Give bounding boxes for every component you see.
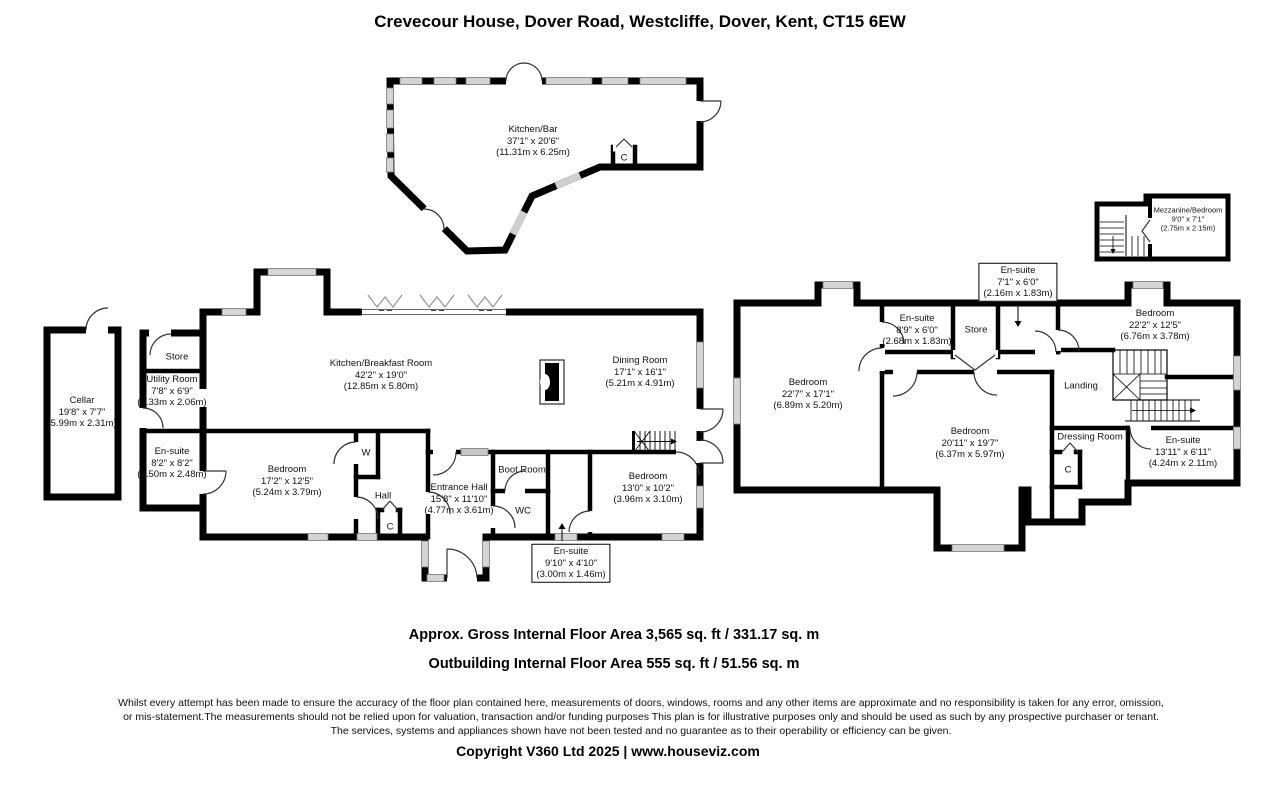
room-label-bedroom-13: Bedroom 13'0" x 10'2" (3.96m x 3.10m)	[613, 470, 683, 505]
room-label-dining: Dining Room 17'1" x 16'1" (5.21m x 4.91m)	[605, 354, 675, 389]
windows-diagonal	[513, 176, 580, 235]
room-label-ensuite-ground: En-suite 9'10" x 4'10" (3.00m x 1.46m)	[531, 544, 610, 583]
copyright-text: Copyright V360 Ltd 2025 | www.houseviz.com	[456, 743, 760, 759]
room-label-kitchen-breakfast: Kitchen/Breakfast Room 42'2" x 19'0" (12.85m x 5.80m)	[329, 357, 433, 392]
fireplace	[540, 360, 564, 404]
room-label-utility: Utility Room 7'8" x 6'9" (2.33m x 2.06m)	[137, 373, 207, 408]
gross-floor-area-text: Approx. Gross Internal Floor Area 3,565 sq. ft / 331.17 sq. m	[408, 627, 820, 643]
property-address-title: Crevecour House, Dover Road, Westcliffe, Dover, Kent, CT15 6EW	[374, 12, 906, 31]
disclaimer-line-1: Whilst every attempt has been made to ensure the accuracy of the floor plan contained here, measurements of doors, windows, rooms and any other items are approximate and no responsibility is taken for any error, omission,	[118, 697, 1164, 709]
room-label-ensuite-west: En-suite 8'2" x 8'2" (2.50m x 2.48m)	[137, 445, 207, 480]
windows	[222, 78, 1241, 582]
room-label-boot-room: Boot Room	[498, 464, 546, 476]
room-label-ensuite-89: En-suite 8'9" x 6'0" (2.68m x 1.83m)	[882, 312, 952, 347]
closet-label-hall: C	[386, 521, 394, 533]
room-label-entrance-hall: Entrance Hall 15'8" x 11'10" (4.77m x 3.61m)	[424, 481, 494, 516]
room-label-wc: WC	[515, 505, 531, 517]
closet-label-kitchen: C	[620, 152, 628, 164]
disclaimer-line-3: The services, systems and appliances shown have not been tested and no guarantee as to their operability or efficiency can be given.	[330, 725, 952, 737]
room-label-ensuite-71: En-suite 7'1" x 6'0" (2.16m x 1.83m)	[978, 263, 1057, 302]
room-label-landing: Landing	[1064, 380, 1098, 392]
room-label-store-ground: Store	[165, 351, 189, 363]
room-label-mezzanine: Mezzanine/Bedroom 9'0" x 7'1" (2.75m x 2.15m)	[1153, 205, 1223, 233]
outbuilding-floor-area-text: Outbuilding Internal Floor Area 555 sq. ft / 51.56 sq. m	[428, 656, 800, 672]
room-label-dressing-room: Dressing Room	[1057, 431, 1123, 443]
room-label-bedroom-227: Bedroom 22'7" x 17'1" (6.89m x 5.20m)	[773, 376, 843, 411]
closet-label-dressing: C	[1064, 464, 1072, 476]
disclaimer-line-2: or mis-statement.The measurements should not be relied upon for valuation, transaction and/or funding purposes This plan is for illustrative purposes only and should be used as such by any prospective purchaser or tenant.	[123, 711, 1159, 723]
room-label-store-first: Store	[964, 324, 988, 336]
room-label-cellar: Cellar 19'8" x 7'7" (5.99m x 2.31m)	[47, 394, 117, 429]
room-label-kitchen-bar: Kitchen/Bar 37'1" x 20'6" (11.31m x 6.25m)	[496, 123, 570, 158]
stairs-first-floor	[1113, 350, 1200, 421]
room-label-bedroom-17: Bedroom 17'2" x 12'5" (5.24m x 3.79m)	[252, 463, 322, 498]
closet-label-wardrobe: W	[361, 447, 371, 459]
stairs-main-house	[634, 431, 678, 452]
room-label-hall: Hall	[374, 490, 392, 502]
room-label-ensuite-1311: En-suite 13'11" x 6'11" (4.24m x 2.11m)	[1148, 434, 1218, 469]
stairs-mezzanine	[1100, 215, 1144, 256]
room-label-bedroom-2011: Bedroom 20'11" x 19'7" (6.37m x 5.97m)	[935, 425, 1005, 460]
room-label-bedroom-222: Bedroom 22'2" x 12'5" (6.76m x 3.78m)	[1120, 307, 1190, 342]
